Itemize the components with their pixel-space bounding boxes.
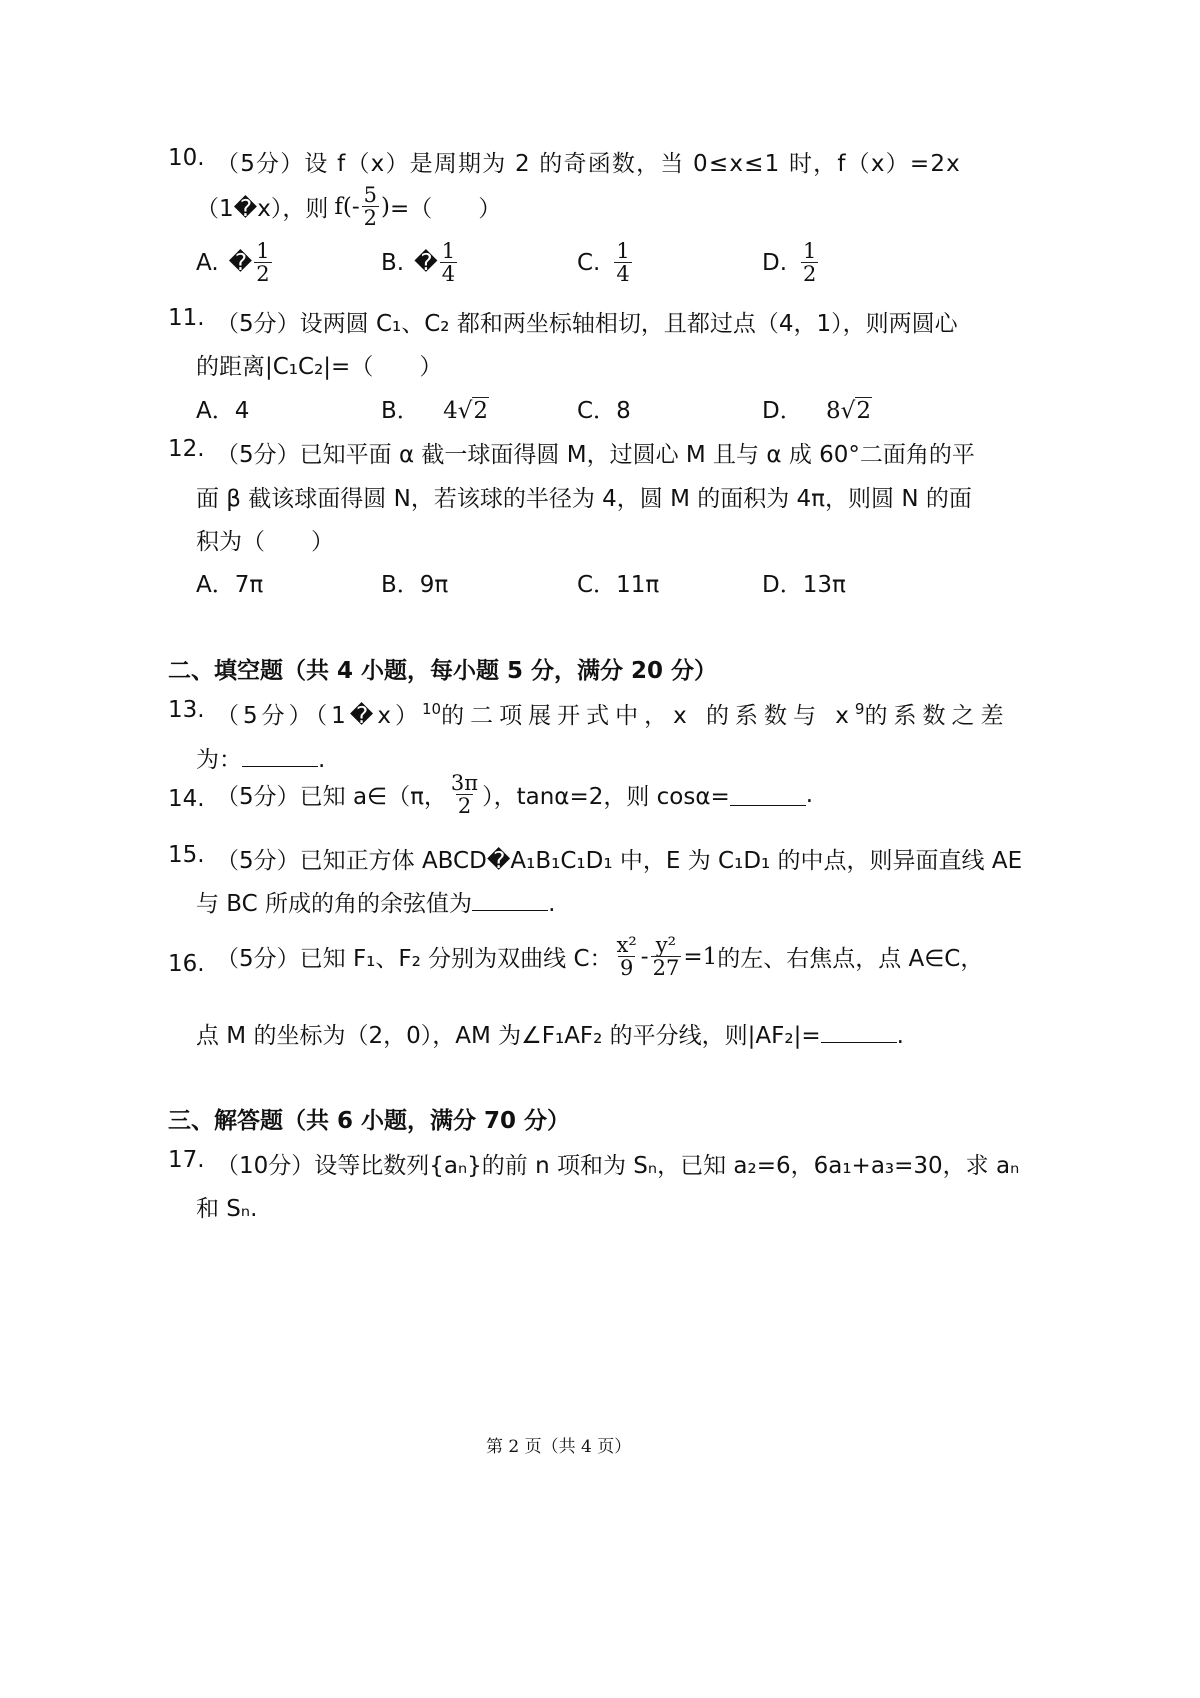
option-label: B．	[381, 398, 420, 424]
q15-answer-prefix: 与 BC 所成的角的余弦值为	[196, 891, 473, 917]
q12-line1: （5分）已知平面 α 截一球面得圆 M，过圆心 M 且与 α 成 60°二面角的平	[216, 442, 975, 468]
q13-line1	[216, 697, 1009, 730]
q11-option-c[interactable]	[577, 392, 631, 425]
option-sign: �	[228, 249, 253, 276]
option-label: B.	[381, 249, 405, 276]
q16-line2	[196, 1017, 904, 1050]
option-label: A.	[196, 249, 219, 276]
q17-line2: 和 Sₙ.	[196, 1196, 258, 1222]
q14-line	[216, 772, 813, 817]
option-fraction: $\frac{1}{2}$	[256, 239, 270, 287]
q17-line1: （10分）设等比数列{aₙ}的前 n 项和为 Sₙ，已知 a₂=6，6a₁+a₃=30，求 aₙ	[216, 1153, 1020, 1179]
q10-f-expression	[334, 184, 390, 229]
q15-line1: （5分）已知正方体 ABCD�A₁B₁C₁D₁ 中，E 为 C₁D₁ 的中点，则异面直线 AE	[216, 848, 1023, 874]
option-label: D．	[762, 572, 803, 598]
q12-option-b[interactable]	[381, 566, 448, 599]
q11-option-b[interactable]	[381, 392, 489, 425]
q16-y-fraction: $\frac{\text{y²}}{27}$	[652, 933, 680, 981]
option-label: C．	[577, 572, 617, 598]
q13-answer-blank[interactable]	[242, 744, 318, 767]
q10-f-fraction	[362, 184, 379, 229]
option-sqrt: 4√2	[443, 398, 489, 424]
q13-text-c: 的系数之差	[864, 703, 1010, 729]
q10-line2-prefix: （1�x），则	[196, 196, 329, 223]
q13-text-b: 的二项展开式中，x 的系数与 x	[441, 703, 855, 729]
q16-answer-blank[interactable]	[821, 1020, 897, 1043]
q12-option-a[interactable]	[196, 566, 263, 599]
option-sign: �	[414, 249, 438, 276]
option-fraction: $\frac{1}{4}$	[616, 239, 630, 287]
q10-line2-suffix: =（ ）	[389, 196, 502, 223]
q13-number: 13.	[168, 697, 205, 723]
option-fraction: $\frac{1}{4}$	[441, 239, 456, 287]
q16-answer-prefix: 点 M 的坐标为（2，0），AM 为∠F₁AF₂ 的平分线，则|AF₂|=	[196, 1023, 821, 1049]
q10-option-d[interactable]	[762, 240, 820, 285]
q10-line2	[196, 184, 501, 229]
option-label: D.	[762, 249, 788, 276]
q11-option-a[interactable]	[196, 392, 249, 425]
q15-line2	[196, 885, 555, 918]
q16-text-pre: （5分）已知 F₁、F₂ 分别为双曲线 C：	[216, 946, 613, 973]
q14-fraction: $\frac{3\pi}{2}$	[450, 771, 479, 819]
option-label: A．	[196, 398, 235, 424]
q13-exponent-10: 10	[421, 700, 442, 718]
q16-number: 16.	[168, 951, 205, 977]
option-label: C.	[577, 249, 601, 276]
q10-f-sign: -	[351, 193, 360, 220]
section-heading-fill-in: 二、填空题（共 4 小题，每小题 5 分，满分 20 分）	[168, 658, 718, 684]
q12-option-d[interactable]	[762, 566, 846, 599]
q14-text-pre: （5分）已知 a∈（π，	[216, 784, 447, 811]
option-value: 8	[616, 398, 631, 424]
option-label: D．	[762, 398, 803, 424]
section-heading-solutions: 三、解答题（共 6 小题，满分 70 分）	[168, 1108, 571, 1134]
option-fraction: $\frac{1}{2}$	[803, 239, 817, 287]
q16-x-fraction: $\frac{\text{x²}}{9}$	[616, 933, 637, 981]
option-value: 7π	[234, 572, 264, 598]
q16-text-post: 的左、右焦点，点 A∈C，	[717, 946, 984, 973]
option-value: 11π	[616, 572, 660, 598]
q13-line2	[196, 741, 325, 774]
q13-answer-prefix: 为：	[196, 747, 242, 773]
q10-option-b[interactable]	[381, 240, 459, 285]
q14-number: 14.	[168, 786, 205, 812]
option-label: B．	[381, 572, 420, 598]
option-label: A．	[196, 572, 235, 598]
option-label: C．	[577, 398, 617, 424]
q11-option-d[interactable]	[762, 392, 872, 425]
q16-equals-one: =1	[683, 943, 718, 970]
q17-number: 17.	[168, 1147, 205, 1173]
q11-line1: （5分）设两圆 C₁、C₂ 都和两坐标轴相切，且都过点（4，1），则两圆心	[216, 311, 958, 337]
q10-f-den: 2	[363, 206, 377, 231]
option-sqrt: 8√2	[826, 398, 871, 424]
page-footer: 第 2 页（共 4 页）	[486, 1437, 632, 1457]
option-value: 4	[234, 398, 250, 424]
q16-period: .	[896, 1023, 904, 1049]
q12-option-c[interactable]	[577, 566, 659, 599]
q11-number: 11.	[168, 305, 205, 331]
q15-answer-blank[interactable]	[472, 888, 548, 911]
q12-line3: 积为（ ）	[196, 529, 334, 555]
q13-exponent-9: 9	[854, 700, 865, 718]
option-value: 9π	[419, 572, 449, 598]
q10-f-close: )	[381, 193, 390, 220]
q12-line2: 面 β 截该球面得圆 N，若该球的半径为 4，圆 M 的面积为 4π，则圆 N 的面	[196, 486, 972, 512]
q15-period: .	[548, 891, 556, 917]
q10-line1: （5分）设 f（x）是周期为 2 的奇函数，当 0≤x≤1 时，f（x）=2x	[216, 151, 961, 177]
q11-line2: 的距离|C₁C₂|=（ ）	[196, 354, 443, 380]
q10-option-c[interactable]	[577, 240, 634, 285]
q10-number: 10.	[168, 145, 205, 171]
q10-f-open: f(	[334, 193, 352, 220]
q14-period: .	[805, 781, 814, 808]
q10-option-a[interactable]	[196, 240, 274, 285]
q16-minus: -	[640, 943, 649, 970]
q13-period: .	[318, 747, 326, 773]
option-value: 13π	[802, 572, 846, 598]
q12-number: 12.	[168, 436, 205, 462]
q10-f-num: 5	[363, 183, 377, 207]
q16-line1	[216, 934, 983, 979]
q14-answer-blank[interactable]	[730, 783, 806, 806]
q14-text-post: ），tanα=2，则 cosα=	[482, 784, 730, 811]
q13-text-a: （5分）（1�x）	[216, 703, 422, 729]
q15-number: 15.	[168, 842, 205, 868]
